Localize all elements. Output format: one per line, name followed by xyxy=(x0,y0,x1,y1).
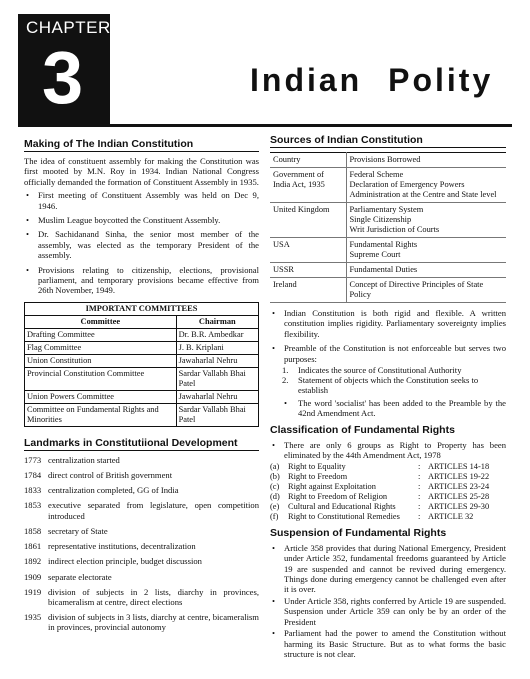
right-articles: ARTICLES 23-24 xyxy=(428,481,490,491)
list-item: • Parliament had the power to amend the Constitution without harming its Basic Structure. But as to what forms the basic structure is not clear. xyxy=(270,628,506,659)
classification-heading: Classification of Fundamental Rights xyxy=(270,424,455,437)
separator: : xyxy=(418,501,421,511)
table-cell: Union Constitution xyxy=(25,354,177,367)
committees-table xyxy=(24,302,259,427)
landmark-year: 1919 xyxy=(24,586,42,597)
list-item: • Muslim League boycotted the Constituent Assembly. xyxy=(24,215,259,225)
landmark-year: 1858 xyxy=(24,525,42,536)
landmark-year: 1853 xyxy=(24,500,42,511)
table-cell: Fundamental Rights Supreme Court xyxy=(349,240,418,259)
right-index: (e) xyxy=(270,501,280,511)
socialist-note: • The word 'socialist' has been added to the Preamble by the 42nd Amendment Act. xyxy=(270,398,506,418)
chapter-label: CHAPTER xyxy=(26,18,111,37)
separator: : xyxy=(418,461,421,471)
right-column xyxy=(270,134,506,659)
table-cell: Union Powers Committee xyxy=(25,390,177,403)
sources-heading: Sources of Indian Constitution xyxy=(270,134,506,148)
table-row xyxy=(25,390,259,403)
table-cell: Jawaharlal Nehru xyxy=(176,354,258,367)
landmark-text: division of subjects in 2 lists, diarchy in provinces, bicameralism at centre, direct elections xyxy=(48,586,259,607)
landmark-text: representative institutions, decentralization xyxy=(48,541,196,552)
right-articles: ARTICLES 19-22 xyxy=(428,471,490,481)
list-item: • Provisions relating to citizenship, elections, provisional parliament, and temporary provisions became effective from 26th November, 1949. xyxy=(24,265,259,296)
list-item: • Preamble of the Constitution is not enforceable but serves two purposes: xyxy=(270,343,506,364)
rights-list xyxy=(270,462,506,522)
landmark-text: executive separated from legislature, open competition introduced xyxy=(48,500,259,521)
list-item: • First meeting of Constituent Assembly was held on Dec 9, 1946. xyxy=(24,190,259,211)
landmark-text: centralization completed, GG of India xyxy=(48,485,179,496)
right-articles: ARTICLES 14-18 xyxy=(428,461,490,471)
table-row xyxy=(25,403,259,426)
left-column xyxy=(24,134,259,638)
item-text: Indicates the source of Constitutional Authority xyxy=(298,365,462,376)
list-item xyxy=(270,482,506,492)
list-item xyxy=(270,492,506,502)
table-row xyxy=(270,203,506,238)
table-cell: United Kingdom xyxy=(270,203,346,238)
list-item xyxy=(24,455,259,465)
list-item xyxy=(270,365,506,375)
table-row xyxy=(25,341,259,354)
landmarks-heading: Landmarks in Constitutiional Development xyxy=(24,437,259,451)
right-name: Right to Constitutional Remedies xyxy=(288,511,400,521)
table-row xyxy=(270,168,506,203)
table-cell: Drafting Committee xyxy=(25,328,177,341)
list-item: • There are only 6 groups as Right to Property has been eliminated by the 44th Amendment Act, 1978 xyxy=(270,440,506,461)
right-name: Right to Freedom of Religion xyxy=(288,491,388,501)
right-index: (a) xyxy=(270,461,280,471)
right-name: Cultural and Educational Rights xyxy=(288,501,396,511)
table-cell: Provincial Constitution Committee xyxy=(25,367,177,390)
suspension-bullets xyxy=(270,543,506,659)
chapter-number: 3 xyxy=(42,36,84,119)
separator: : xyxy=(418,511,421,521)
table-cell: Concept of Directive Principles of State Policy xyxy=(349,280,484,299)
right-articles: ARTICLES 29-30 xyxy=(428,501,490,511)
table-cell: Flag Committee xyxy=(25,341,177,354)
header-rule xyxy=(18,124,512,127)
landmark-text: indirect election principle, budget discussion xyxy=(48,556,202,567)
column-header: Country xyxy=(270,153,346,168)
table-row xyxy=(25,328,259,341)
separator: : xyxy=(418,481,421,491)
list-item xyxy=(24,470,259,480)
separator: : xyxy=(418,491,421,501)
table-cell: Parliamentary System Single Citizenship Writ Jurisdiction of Courts xyxy=(349,205,440,234)
list-item: • Indian Constitution is both rigid and flexible. A written constitution implies rigidity. Parliamentary sovereignty implies flexibility. xyxy=(270,308,506,339)
landmark-year: 1861 xyxy=(24,541,42,552)
committees-title: IMPORTANT COMMITTEES xyxy=(25,302,259,315)
landmark-text: division of subjects in 3 lists, diarchy at centre, bicameralism in provinces, provincial autonomy xyxy=(48,612,259,633)
list-item xyxy=(24,500,259,520)
landmark-text: direct control of British government xyxy=(48,470,173,481)
list-item: • Under Article 358, rights conferred by Article 19 are suspended. Suspension under Article 359 can only be by an order of the President xyxy=(270,596,506,627)
item-text: Statement of objects which the Constitution seeks to establish xyxy=(298,375,479,396)
landmark-year: 1833 xyxy=(24,485,42,496)
table-cell: Fundamental Duties xyxy=(349,265,418,274)
table-row xyxy=(270,263,506,278)
preamble-purposes xyxy=(270,365,506,396)
table-cell: Government of India Act, 1935 xyxy=(270,168,346,203)
right-index: (d) xyxy=(270,491,280,501)
item-number: 2. xyxy=(282,375,289,386)
chapter-title: Indian Polity xyxy=(250,62,494,98)
table-cell: Sardar Vallabh Bhai Patel xyxy=(176,403,258,426)
list-item xyxy=(24,556,259,566)
right-index: (c) xyxy=(270,481,280,491)
landmark-year: 1784 xyxy=(24,470,42,481)
list-item xyxy=(270,502,506,512)
table-cell: Ireland xyxy=(270,278,346,303)
right-name: Right to Freedom xyxy=(288,471,348,481)
landmark-year: 1773 xyxy=(24,454,42,465)
table-cell: Jawaharlal Nehru xyxy=(176,390,258,403)
list-item xyxy=(270,512,506,522)
landmark-text: separate electorate xyxy=(48,571,112,582)
right-name: Right to Equality xyxy=(288,461,346,471)
list-item xyxy=(24,485,259,495)
chapter-header xyxy=(0,0,530,124)
table-cell: J. B. Kriplani xyxy=(176,341,258,354)
right-index: (b) xyxy=(270,471,280,481)
table-row xyxy=(270,238,506,263)
making-intro: The idea of constituent assembly for making the Constitution was first mooted by M.N. Roy in 1934. Indian National Congress officially demanded the formation of Constituent Assembly in 1935. xyxy=(24,156,259,187)
list-item xyxy=(24,526,259,536)
list-item xyxy=(24,572,259,582)
table-row xyxy=(25,367,259,390)
table-row xyxy=(25,354,259,367)
landmark-text: secretary of State xyxy=(48,525,108,536)
list-item: • Dr. Sachidanand Sinha, the senior most member of the assembly, was elected as the temporary President of the assembly. xyxy=(24,229,259,260)
right-articles: ARTICLE 32 xyxy=(428,511,474,521)
notes-bullets xyxy=(270,308,506,364)
making-bullets xyxy=(24,190,259,296)
right-name: Right against Exploitation xyxy=(288,481,376,491)
making-heading: Making of The Indian Constitution xyxy=(24,138,259,152)
column-header: Committee xyxy=(25,315,177,328)
list-item xyxy=(270,462,506,472)
suspension-heading: Suspension of Fundamental Rights xyxy=(270,526,447,539)
landmarks-list xyxy=(24,455,259,633)
table-cell: Committee on Fundamental Rights and Minorities xyxy=(25,403,177,426)
column-header: Chairman xyxy=(176,315,258,328)
classification-bullets xyxy=(270,440,506,461)
list-item: • Article 358 provides that during National Emergency, President under Article 352, fundamental freedoms guaranteed by Article 19 are suspended and cannot be revived during emergency. Things done during emergency cannot be challenged even after it is over. xyxy=(270,543,506,595)
table-cell: Dr. B.R. Ambedkar xyxy=(176,328,258,341)
table-cell: Sardar Vallabh Bhai Patel xyxy=(176,367,258,390)
table-cell: USA xyxy=(270,238,346,263)
list-item xyxy=(270,472,506,482)
landmark-year: 1909 xyxy=(24,571,42,582)
item-number: 1. xyxy=(282,365,289,376)
right-index: (f) xyxy=(270,511,279,521)
list-item xyxy=(24,541,259,551)
right-articles: ARTICLES 25-28 xyxy=(428,491,490,501)
sources-table xyxy=(270,152,506,303)
table-row xyxy=(270,278,506,303)
table-cell: Federal Scheme Declaration of Emergency Powers Administration at the Centre and State level xyxy=(349,170,497,199)
list-item xyxy=(24,587,259,607)
table-cell: USSR xyxy=(270,263,346,278)
landmark-year: 1892 xyxy=(24,556,42,567)
column-header: Provisions Borrowed xyxy=(349,155,421,164)
landmark-text: centralization started xyxy=(48,454,120,465)
list-item xyxy=(24,612,259,632)
list-item xyxy=(270,375,506,395)
landmark-year: 1935 xyxy=(24,612,42,623)
separator: : xyxy=(418,471,421,481)
